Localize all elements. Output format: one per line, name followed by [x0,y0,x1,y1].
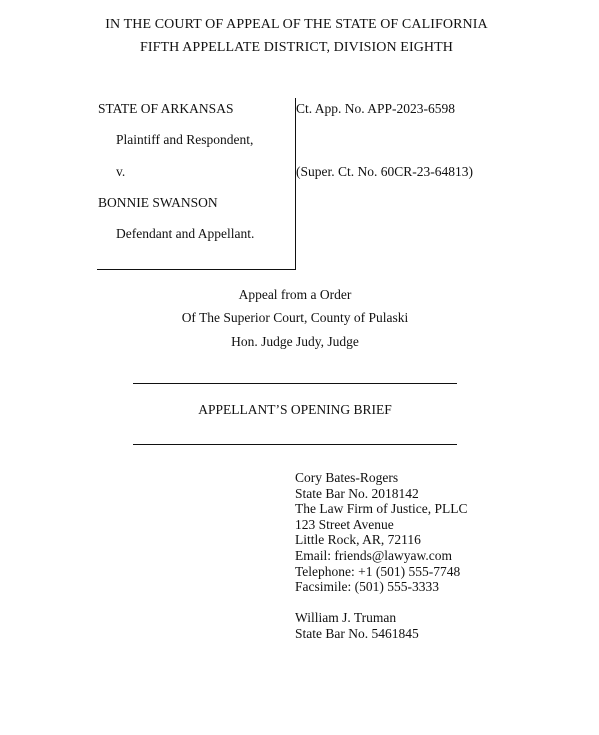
caption-box [97,98,296,270]
counsel-2-bar-number: State Bar No. 5461845 [295,625,419,641]
plaintiff-role: Plaintiff and Respondent, [116,132,254,147]
counsel-1-street: 123 Street Avenue [295,516,394,532]
counsel-1-facsimile: Facsimile: (501) 555-3333 [295,579,439,595]
counsel-1-name: Cory Bates-Rogers [295,470,399,485]
versus-label: v. [116,164,126,179]
plaintiff-name: STATE OF ARKANSAS [98,101,234,116]
defendant-name: BONNIE SWANSON [98,195,218,210]
title-rule-top [133,383,457,384]
title-rule-bottom [133,444,457,445]
appeal-case-number: Ct. App. No. APP-2023-6598 [296,101,456,116]
counsel-1-telephone: Telephone: +1 (501) 555-7748 [295,563,461,579]
court-district: FIFTH APPELLATE DISTRICT, DIVISION EIGHTH [140,40,453,55]
counsel-block [295,470,467,642]
counsel-1-bar-number: State Bar No. 2018142 [295,485,419,501]
counsel-1-email: Email: friends@lawyaw.com [295,547,453,563]
defendant-role: Defendant and Appellant. [116,226,255,241]
counsel-2-name: William J. Truman [295,610,397,626]
counsel-spacer [295,595,467,611]
counsel-1-firm: The Law Firm of Justice, PLLC [295,501,468,517]
court-name: IN THE COURT OF APPEAL OF THE STATE OF CALIFORNIA [105,17,488,32]
appeal-from-line2: Of The Superior Court, County of Pulaski [181,310,409,325]
counsel-1-city: Little Rock, AR, 72116 [295,532,421,548]
brief-title: APPELLANT’S OPENING BRIEF [198,402,392,417]
superior-case-number: (Super. Ct. No. 60CR-23-64813) [296,164,473,179]
appeal-from-line3: Hon. Judge Judy, Judge [231,334,359,349]
appeal-from-line1: Appeal from a Order [238,287,352,302]
